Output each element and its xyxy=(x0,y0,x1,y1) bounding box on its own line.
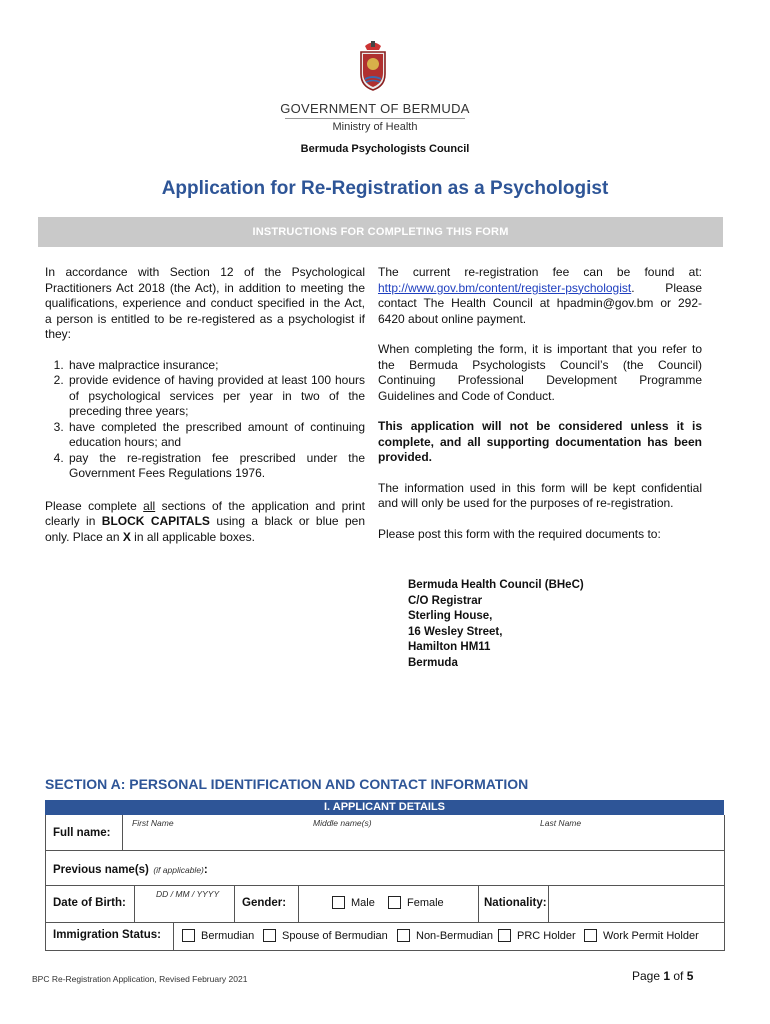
non-bermudian-option[interactable]: Non-Bermudian xyxy=(397,929,493,942)
previous-names-row xyxy=(45,850,725,886)
council-name: Bermuda Psychologists Council xyxy=(300,143,470,155)
instructions-bar: INSTRUCTIONS FOR COMPLETING THIS FORM xyxy=(38,217,723,247)
immigration-status-label: Immigration Status: xyxy=(53,929,161,941)
government-crest-logo xyxy=(355,40,391,92)
post-paragraph: Please post this form with the required documents to: xyxy=(378,526,661,541)
completion-instructions: Please complete all sections of the application and print clearly in BLOCK CAPITALS using a black or blue pen only. Place an X in all applicable boxes. xyxy=(45,498,365,544)
government-name: GOVERNMENT OF BERMUDA xyxy=(280,101,470,116)
footer-revision: BPC Re-Registration Application, Revised February 2021 xyxy=(32,974,248,984)
prc-holder-checkbox[interactable] xyxy=(498,929,511,942)
previous-names-field[interactable] xyxy=(221,850,721,885)
last-name-hint: Last Name xyxy=(540,818,582,828)
dob-field[interactable] xyxy=(135,885,234,922)
dob-gender-row xyxy=(45,885,725,923)
female-checkbox[interactable] xyxy=(388,896,401,909)
female-option[interactable]: Female xyxy=(388,896,444,909)
section-a-title: SECTION A: PERSONAL IDENTIFICATION AND CONTACT INFORMATION xyxy=(45,776,529,792)
spouse-checkbox[interactable] xyxy=(263,929,276,942)
warning-paragraph: This application will not be considered unless it is complete, and all supporting documentation has been provided. xyxy=(378,419,702,464)
nationality-label: Nationality: xyxy=(484,897,547,909)
fee-paragraph: The current re-registration fee can be found at: http://www.gov.bm/content/register-psychologist. Please contact The Health Council at hpadmin@gov.bm or 292-6420 about online payment. xyxy=(378,265,702,326)
instructions-right-column xyxy=(378,265,702,542)
intro-paragraph: In accordance with Section 12 of the Psychological Practitioners Act 2018 (the Act), in addition to meeting the qualifications, experience and conduct specified in the Act, a person is entitled to be re-registered as a psychologist if they: xyxy=(45,265,365,341)
requirement-item: 4. pay the re-registration fee prescribed under the Government Fees Regulations 1976. xyxy=(67,451,365,482)
dob-label: Date of Birth: xyxy=(53,897,126,909)
first-name-hint: First Name xyxy=(132,818,174,828)
full-name-row xyxy=(45,815,725,851)
work-permit-holder-option[interactable]: Work Permit Holder xyxy=(584,929,699,942)
address-line: Hamilton HM11 xyxy=(408,641,491,653)
page-title: Application for Re-Registration as a Psychologist xyxy=(161,178,609,199)
male-checkbox[interactable] xyxy=(332,896,345,909)
work-permit-checkbox[interactable] xyxy=(584,929,597,942)
address-line: Sterling House, xyxy=(408,610,493,622)
middle-name-hint: Middle name(s) xyxy=(313,818,372,828)
gender-label: Gender: xyxy=(242,897,287,909)
applicant-details-header: I. APPLICANT DETAILS xyxy=(45,800,724,815)
page-number: Page 1 of 5 xyxy=(632,969,694,983)
fee-link[interactable]: http://www.gov.bm/content/register-psychologist xyxy=(378,280,632,295)
dob-format-hint: DD / MM / YYYY xyxy=(156,889,220,899)
requirement-item: 3. have completed the prescribed amount of continuing education hours; and xyxy=(67,420,365,451)
instructions-left-column xyxy=(45,265,365,545)
confidential-paragraph: The information used in this form will be kept confidential and will only be used for the purposes of re-registration. xyxy=(378,480,702,510)
divider xyxy=(285,118,465,119)
male-option[interactable]: Male xyxy=(332,896,375,909)
mailing-address xyxy=(408,578,584,671)
address-line: C/O Registrar xyxy=(408,594,483,607)
bermudian-checkbox[interactable] xyxy=(182,929,195,942)
address-line: 16 Wesley Street, xyxy=(408,625,503,638)
requirement-item: 2. provide evidence of having provided at least 100 hours of psychological services per year in two of the preceding three years; xyxy=(67,373,365,420)
refer-paragraph: When completing the form, it is important that you refer to the Bermuda Psychologists Council’s (the Council) Continuing Professional Development Programme Guidelines and Code of Conduct. xyxy=(378,342,702,403)
nationality-field[interactable] xyxy=(549,885,722,922)
previous-names-label: Previous name(s) (if applicable): xyxy=(53,864,208,876)
requirement-item: 1. have malpractice insurance; xyxy=(67,358,365,374)
full-name-field[interactable] xyxy=(124,815,722,850)
address-line: Bermuda Health Council (BHeC) xyxy=(408,579,584,591)
prc-holder-option[interactable]: PRC Holder xyxy=(498,929,576,942)
non-bermudian-checkbox[interactable] xyxy=(397,929,410,942)
ministry-name: Ministry of Health xyxy=(332,121,418,133)
immigration-status-row xyxy=(45,922,725,951)
full-name-label: Full name: xyxy=(53,827,111,839)
spouse-of-bermudian-option[interactable]: Spouse of Bermudian xyxy=(263,929,388,942)
requirements-list xyxy=(45,358,365,482)
bermudian-option[interactable]: Bermudian xyxy=(182,929,254,942)
address-line: Bermuda xyxy=(408,656,458,669)
